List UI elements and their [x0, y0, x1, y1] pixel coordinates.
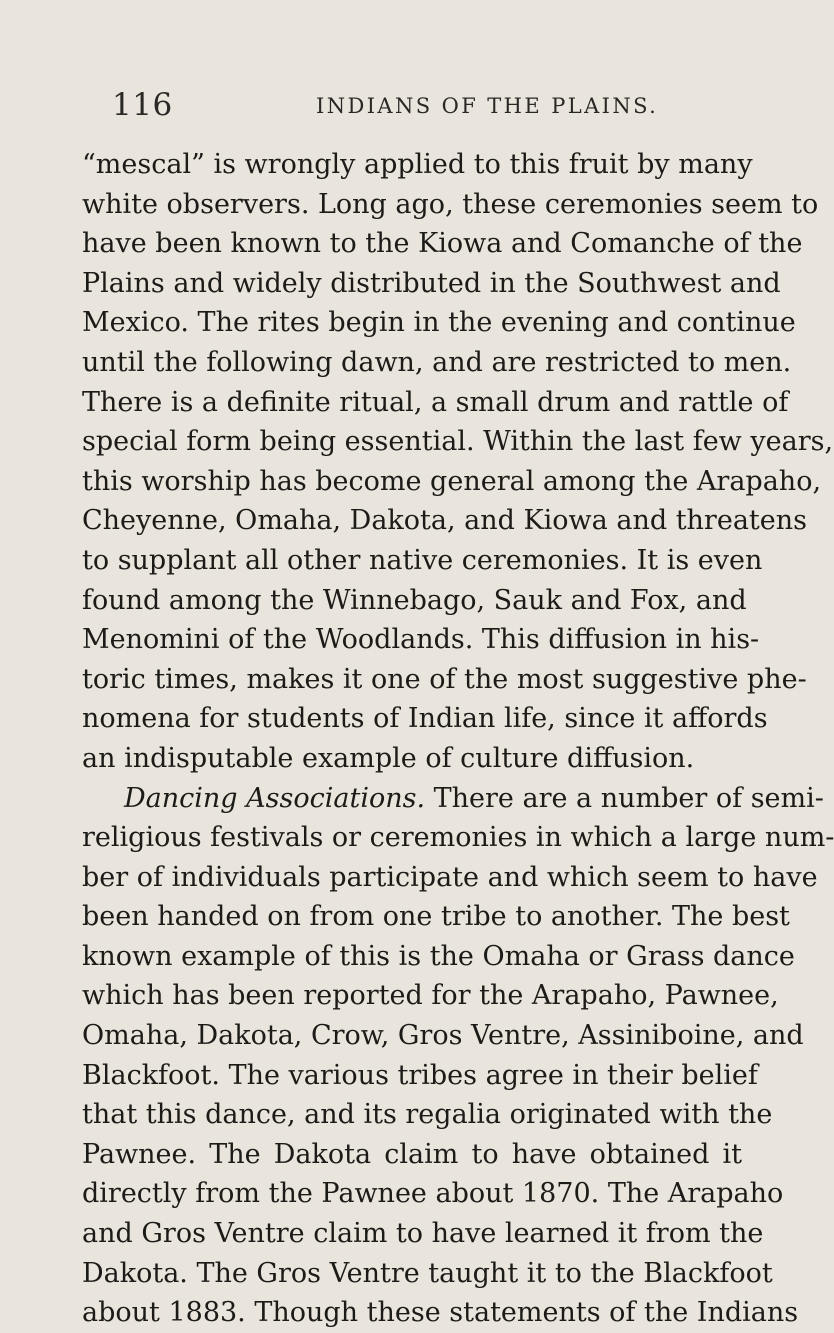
text-line: There is a definite ritual, a small drum and rattle of [82, 386, 789, 418]
text-line: Blackfoot. The various tribes agree in their belief [82, 1059, 758, 1091]
text-line: Cheyenne, Omaha, Dakota, and Kiowa and threatens [82, 505, 807, 537]
section-first-line [82, 779, 824, 819]
text-line: been handed on from one tribe to another. The best [82, 901, 790, 933]
text-line: directly from the Pawnee about 1870. The Arapaho [82, 1178, 784, 1210]
text-line: until the following dawn, and are restricted to men. [82, 346, 792, 378]
section-heading: Dancing Associations. [124, 782, 426, 814]
text-line: Dakota. The Gros Ventre taught it to the Blackfoot [82, 1257, 773, 1289]
text-line: Mexico. The rites begin in the evening and continue [82, 307, 796, 339]
text-line: Menomini of the Woodlands. This diffusion in his- [82, 624, 760, 656]
text-line: found among the Winnebago, Sauk and Fox, and [82, 584, 747, 616]
text-line: religious festivals or ceremonies in which a large num- [82, 822, 834, 854]
text-line: toric times, makes it one of the most suggestive phe- [82, 663, 807, 695]
text-line: this worship has become general among the Arapaho, [82, 465, 822, 497]
text-line: nomena for students of Indian life, since it affords [82, 703, 768, 735]
text-line: Omaha, Dakota, Crow, Gros Ventre, Assiniboine, and [82, 1020, 804, 1052]
section-first-line-text: There are a number of semi- [433, 782, 824, 814]
text-line: white observers. Long ago, these ceremonies seem to [82, 188, 819, 220]
text-line: and Gros Ventre claim to have learned it from the [82, 1218, 764, 1250]
text-line: that this dance, and its regalia originated with the [82, 1099, 773, 1131]
text-line: ber of individuals participate and which seem to have [82, 861, 818, 893]
text-line: special form being essential. Within the last few years, [82, 426, 834, 458]
running-title: INDIANS OF THE PLAINS. [316, 94, 659, 118]
text-line: “mescal” is wrongly applied to this fruit by many [82, 149, 753, 180]
text-line: known example of this is the Omaha or Grass dance [82, 940, 795, 972]
text-line: about 1883. Though these statements of the Indians [82, 1297, 799, 1329]
text-line: which has been reported for the Arapaho, Pawnee, [82, 980, 779, 1012]
text-line: have been known to the Kiowa and Comanche of the [82, 228, 803, 260]
text-line: Pawnee. The Dakota claim to have obtained it [82, 1138, 742, 1170]
page-number: 116 [112, 87, 173, 123]
running-head [112, 85, 742, 125]
body-text [82, 145, 834, 1333]
text-line: Plains and widely distributed in the Southwest and [82, 267, 781, 299]
text-line: an indisputable example of culture diffusion. [82, 742, 695, 774]
text-line: to supplant all other native ceremonies. It is even [82, 544, 763, 576]
